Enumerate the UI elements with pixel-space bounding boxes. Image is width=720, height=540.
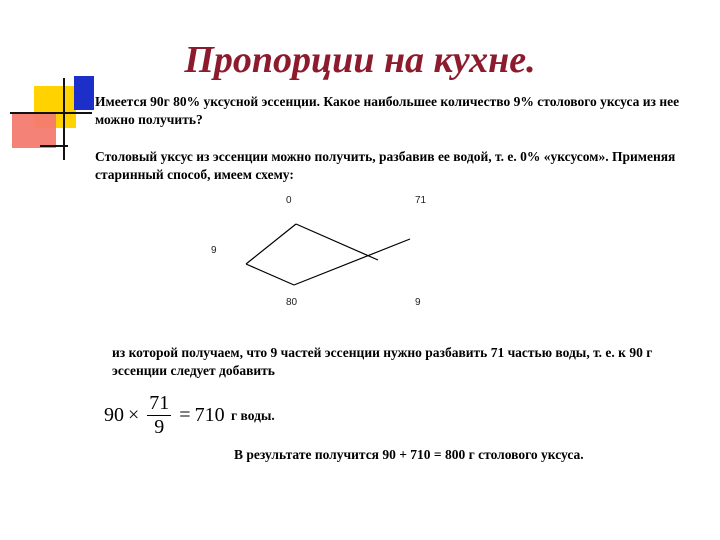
formula-times-sign: × <box>128 403 140 426</box>
diagram-bottom-left-value: 80 <box>286 297 298 308</box>
slide-title: Пропорции на кухне. <box>184 39 536 81</box>
formula-denominator: 9 <box>154 416 165 438</box>
calculation-formula <box>104 390 225 440</box>
formula-result: 710 <box>194 403 225 426</box>
formula-fraction <box>147 392 171 438</box>
diagram-line-bottom-right <box>294 239 410 285</box>
diagram-line-left-down <box>246 264 294 285</box>
conclusion-text: из которой получаем, что 9 частей эссенции нужно разбавить 71 частью воды, т. е. к 90 г эссенции следует добавить <box>112 345 653 378</box>
diagram-top-left-value: 0 <box>286 195 292 206</box>
diagram-top-right-value: 71 <box>415 195 427 206</box>
formula-equals-sign: = <box>179 403 191 426</box>
result-text: В результате получится 90 + 710 = 800 г столового уксуса. <box>234 447 584 462</box>
method-description: Столовый уксус из эссенции можно получить, разбавив ее водой, т. е. 0% «уксусом». Применяя старинный способ, имеем схему: <box>95 149 676 182</box>
water-suffix: г воды. <box>231 408 275 423</box>
diagram-line-top-right <box>296 224 378 260</box>
problem-statement: Имеется 90г 80% уксусной эссенции. Какое наибольшее количество 9% столового уксуса из нее можно получить? <box>95 94 680 127</box>
formula-multiplicand: 90 <box>104 403 124 426</box>
diagram-bottom-right-value: 9 <box>415 297 421 308</box>
diagram-middle-value: 9 <box>211 245 217 256</box>
formula-numerator: 71 <box>149 392 170 414</box>
diagram-line-left-up <box>246 224 296 264</box>
